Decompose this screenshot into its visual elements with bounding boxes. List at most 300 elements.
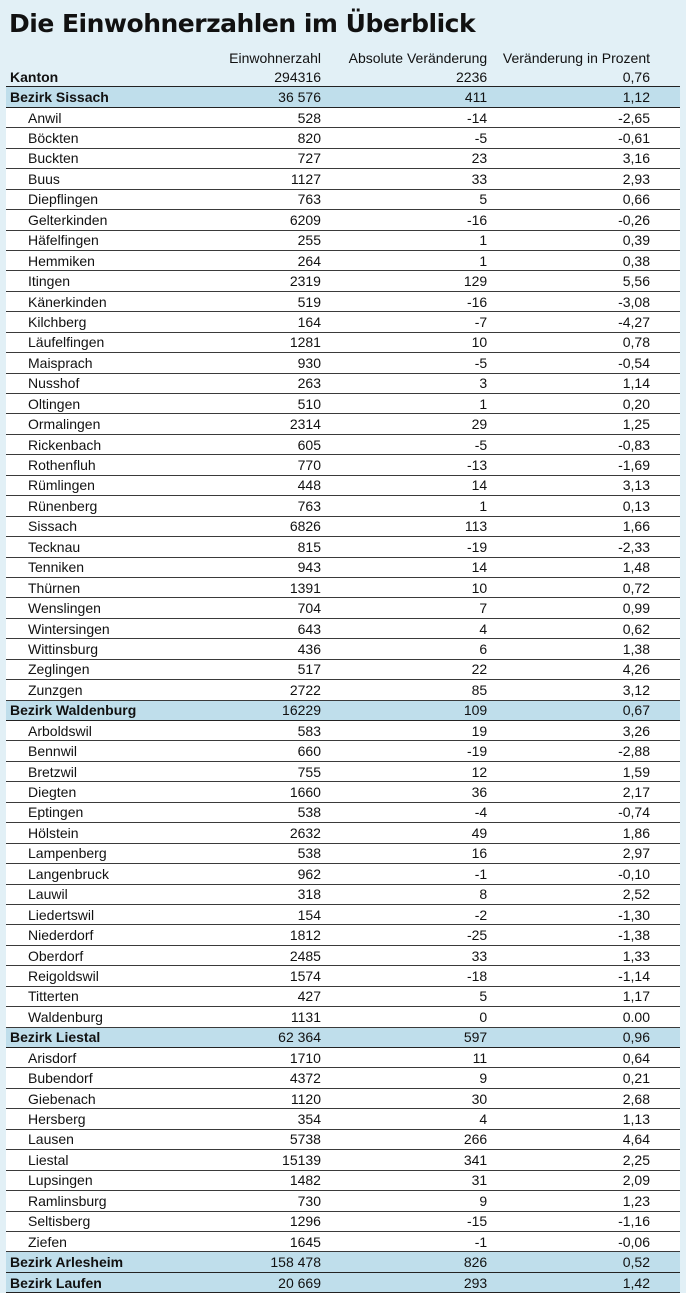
row-name: Ramlinsburg [6, 1191, 191, 1211]
table-row [6, 639, 680, 659]
row-population: 1120 [191, 1088, 323, 1108]
row-name: Rümlingen [6, 475, 191, 495]
row-population: 538 [191, 802, 323, 822]
row-absolute-change: 22 [323, 659, 489, 679]
row-absolute-change: 12 [323, 761, 489, 781]
row-population: 763 [191, 189, 323, 209]
row-population: 1127 [191, 169, 323, 189]
row-percent-change: -1,16 [489, 1211, 680, 1231]
table-row [6, 761, 680, 781]
row-absolute-change: 14 [323, 557, 489, 577]
row-absolute-change: 5 [323, 986, 489, 1006]
row-absolute-change: -16 [323, 210, 489, 230]
bezirk-row [6, 87, 680, 107]
row-population: 255 [191, 230, 323, 250]
row-name: Oltingen [6, 394, 191, 414]
bezirk-row [6, 700, 680, 720]
row-name: Seltisberg [6, 1211, 191, 1231]
table-row [6, 455, 680, 475]
table-row [6, 107, 680, 127]
row-percent-change: 0,99 [489, 598, 680, 618]
row-percent-change: 0,62 [489, 618, 680, 638]
row-population: 660 [191, 741, 323, 761]
table-row [6, 434, 680, 454]
row-absolute-change: 1 [323, 250, 489, 270]
table-row [6, 1170, 680, 1190]
table-row [6, 945, 680, 965]
row-percent-change: 1,86 [489, 823, 680, 843]
row-name: Rickenbach [6, 434, 191, 454]
row-population: 4372 [191, 1068, 323, 1088]
header-percent-change: Veränderung in Prozent [502, 50, 650, 66]
row-name: Wenslingen [6, 598, 191, 618]
row-population: 1131 [191, 1007, 323, 1027]
row-name: Häfelfingen [6, 230, 191, 250]
row-percent-change: -3,08 [489, 291, 680, 311]
table-row [6, 598, 680, 618]
row-absolute-change: -13 [323, 455, 489, 475]
header-absolute-change: Absolute Veränderung [348, 50, 488, 66]
row-name: Arisdorf [6, 1048, 191, 1068]
table-row [6, 802, 680, 822]
row-population: 763 [191, 496, 323, 516]
row-absolute-change: 3 [323, 373, 489, 393]
row-absolute-change: -15 [323, 1211, 489, 1231]
row-percent-change: 1,48 [489, 557, 680, 577]
table-row [6, 741, 680, 761]
row-population: 154 [191, 904, 323, 924]
row-percent-change: 0,39 [489, 230, 680, 250]
row-percent-change: 0,13 [489, 496, 680, 516]
row-population: 263 [191, 373, 323, 393]
row-population: 605 [191, 434, 323, 454]
row-name: Läufelfingen [6, 332, 191, 352]
row-population: 820 [191, 128, 323, 148]
row-name: Tecknau [6, 537, 191, 557]
row-absolute-change: 8 [323, 884, 489, 904]
row-percent-change: 1,13 [489, 1109, 680, 1129]
row-percent-change: 2,17 [489, 782, 680, 802]
row-name: Giebenach [6, 1088, 191, 1108]
row-percent-change: -1,30 [489, 904, 680, 924]
row-name: Hemmiken [6, 250, 191, 270]
row-absolute-change: 597 [323, 1027, 489, 1047]
row-absolute-change: 6 [323, 639, 489, 659]
row-absolute-change: 31 [323, 1170, 489, 1190]
row-population: 2314 [191, 414, 323, 434]
row-name: Lampenberg [6, 843, 191, 863]
row-percent-change: -2,33 [489, 537, 680, 557]
table-row [6, 782, 680, 802]
row-absolute-change: -14 [323, 107, 489, 127]
row-percent-change: -0,74 [489, 802, 680, 822]
row-percent-change: 0,38 [489, 250, 680, 270]
row-absolute-change: 19 [323, 721, 489, 741]
table-row [6, 373, 680, 393]
row-name: Liedertswil [6, 904, 191, 924]
row-percent-change: 0,76 [489, 67, 680, 87]
table-row [6, 230, 680, 250]
row-percent-change: 1,59 [489, 761, 680, 781]
row-name: Ormalingen [6, 414, 191, 434]
table-body [6, 67, 680, 1293]
row-absolute-change: 23 [323, 148, 489, 168]
row-percent-change: 2,97 [489, 843, 680, 863]
row-percent-change: -2,65 [489, 107, 680, 127]
table-row [6, 291, 680, 311]
row-name: Titterten [6, 986, 191, 1006]
row-population: 164 [191, 312, 323, 332]
row-name: Tenniken [6, 557, 191, 577]
row-population: 770 [191, 455, 323, 475]
row-name: Bezirk Sissach [6, 87, 191, 107]
row-population: 427 [191, 986, 323, 1006]
kanton-row [6, 67, 680, 87]
row-population: 354 [191, 1109, 323, 1129]
table-row [6, 414, 680, 434]
row-name: Rothenfluh [6, 455, 191, 475]
row-population: 510 [191, 394, 323, 414]
row-population: 704 [191, 598, 323, 618]
row-absolute-change: -2 [323, 904, 489, 924]
row-absolute-change: 9 [323, 1068, 489, 1088]
row-percent-change: -0,26 [489, 210, 680, 230]
row-name: Langenbruck [6, 864, 191, 884]
row-population: 538 [191, 843, 323, 863]
row-population: 294316 [191, 67, 323, 87]
row-percent-change: -0,83 [489, 434, 680, 454]
row-absolute-change: -7 [323, 312, 489, 332]
row-percent-change: -4,27 [489, 312, 680, 332]
row-percent-change: 3,12 [489, 680, 680, 700]
table-row [6, 312, 680, 332]
row-name: Waldenburg [6, 1007, 191, 1027]
row-name: Niederdorf [6, 925, 191, 945]
table-row [6, 189, 680, 209]
row-absolute-change: -5 [323, 434, 489, 454]
row-percent-change: 0,72 [489, 577, 680, 597]
row-absolute-change: 0 [323, 1007, 489, 1027]
row-percent-change: 1,23 [489, 1191, 680, 1211]
row-absolute-change: 10 [323, 332, 489, 352]
row-percent-change: -1,14 [489, 966, 680, 986]
row-absolute-change: 7 [323, 598, 489, 618]
population-table [6, 48, 680, 1293]
row-name: Maisprach [6, 353, 191, 373]
table-row [6, 823, 680, 843]
row-name: Bezirk Liestal [6, 1027, 191, 1047]
row-name: Eptingen [6, 802, 191, 822]
table-row [6, 1088, 680, 1108]
table-header [6, 48, 680, 67]
row-percent-change: -0,06 [489, 1231, 680, 1251]
row-absolute-change: 33 [323, 945, 489, 965]
row-name: Diepflingen [6, 189, 191, 209]
row-population: 583 [191, 721, 323, 741]
row-population: 2722 [191, 680, 323, 700]
row-percent-change: -1,69 [489, 455, 680, 475]
table-row [6, 128, 680, 148]
row-percent-change: 0,67 [489, 700, 680, 720]
row-population: 264 [191, 250, 323, 270]
row-percent-change: 2,25 [489, 1150, 680, 1170]
table-row [6, 537, 680, 557]
table-row [6, 1068, 680, 1088]
row-percent-change: 1,17 [489, 986, 680, 1006]
row-population: 528 [191, 107, 323, 127]
row-percent-change: 3,16 [489, 148, 680, 168]
row-population: 517 [191, 659, 323, 679]
row-absolute-change: -16 [323, 291, 489, 311]
row-absolute-change: 2236 [323, 67, 489, 87]
table-row [6, 843, 680, 863]
row-name: Wintersingen [6, 618, 191, 638]
row-population: 1281 [191, 332, 323, 352]
bezirk-row [6, 1027, 680, 1047]
row-population: 318 [191, 884, 323, 904]
row-percent-change: 1,12 [489, 87, 680, 107]
row-name: Itingen [6, 271, 191, 291]
row-name: Anwil [6, 107, 191, 127]
row-percent-change: 3,13 [489, 475, 680, 495]
row-percent-change: 0,21 [489, 1068, 680, 1088]
row-absolute-change: 11 [323, 1048, 489, 1068]
row-absolute-change: 341 [323, 1150, 489, 1170]
row-population: 755 [191, 761, 323, 781]
row-percent-change: 0,64 [489, 1048, 680, 1068]
row-population: 1710 [191, 1048, 323, 1068]
row-absolute-change: 4 [323, 1109, 489, 1129]
row-absolute-change: 293 [323, 1272, 489, 1292]
row-population: 1296 [191, 1211, 323, 1231]
table-row [6, 1231, 680, 1251]
row-absolute-change: 266 [323, 1129, 489, 1149]
table-row [6, 394, 680, 414]
row-population: 6826 [191, 516, 323, 536]
table-row [6, 1048, 680, 1068]
table-row [6, 864, 680, 884]
row-percent-change: 4,26 [489, 659, 680, 679]
row-percent-change: 1,25 [489, 414, 680, 434]
row-name: Rünenberg [6, 496, 191, 516]
table-row [6, 721, 680, 741]
row-name: Bezirk Arlesheim [6, 1252, 191, 1272]
row-percent-change: 0,66 [489, 189, 680, 209]
table-row [6, 557, 680, 577]
table-row [6, 1129, 680, 1149]
table-row [6, 353, 680, 373]
row-percent-change: -0,10 [489, 864, 680, 884]
row-absolute-change: 1 [323, 496, 489, 516]
row-absolute-change: 36 [323, 782, 489, 802]
table-row [6, 904, 680, 924]
row-percent-change: 2,93 [489, 169, 680, 189]
row-name: Diegten [6, 782, 191, 802]
row-population: 5738 [191, 1129, 323, 1149]
row-name: Ziefen [6, 1231, 191, 1251]
row-name: Thürnen [6, 577, 191, 597]
row-name: Bezirk Waldenburg [6, 700, 191, 720]
row-population: 158 478 [191, 1252, 323, 1272]
row-percent-change: 0,20 [489, 394, 680, 414]
row-name: Bretzwil [6, 761, 191, 781]
row-population: 943 [191, 557, 323, 577]
row-population: 16229 [191, 700, 323, 720]
row-population: 436 [191, 639, 323, 659]
row-absolute-change: 5 [323, 189, 489, 209]
row-absolute-change: 14 [323, 475, 489, 495]
row-absolute-change: 129 [323, 271, 489, 291]
row-absolute-change: -5 [323, 353, 489, 373]
bezirk-row [6, 1272, 680, 1292]
row-name: Bezirk Laufen [6, 1272, 191, 1292]
row-absolute-change: 33 [323, 169, 489, 189]
page-title: Die Einwohnerzahlen im Überblick [9, 9, 476, 38]
row-name: Kilchberg [6, 312, 191, 332]
row-absolute-change: 826 [323, 1252, 489, 1272]
table-row [6, 516, 680, 536]
row-population: 1660 [191, 782, 323, 802]
table-row [6, 925, 680, 945]
row-percent-change: -1,38 [489, 925, 680, 945]
row-absolute-change: 1 [323, 230, 489, 250]
row-percent-change: 4,64 [489, 1129, 680, 1149]
row-absolute-change: 49 [323, 823, 489, 843]
row-percent-change: -0,61 [489, 128, 680, 148]
row-absolute-change: -1 [323, 864, 489, 884]
row-population: 962 [191, 864, 323, 884]
table-row [6, 271, 680, 291]
row-name: Bubendorf [6, 1068, 191, 1088]
row-name: Hölstein [6, 823, 191, 843]
row-absolute-change: 9 [323, 1191, 489, 1211]
row-percent-change: 3,26 [489, 721, 680, 741]
table-row [6, 659, 680, 679]
row-name: Gelterkinden [6, 210, 191, 230]
table-row [6, 1211, 680, 1231]
row-absolute-change: 16 [323, 843, 489, 863]
row-absolute-change: -18 [323, 966, 489, 986]
table-row [6, 966, 680, 986]
row-name: Lupsingen [6, 1170, 191, 1190]
row-population: 15139 [191, 1150, 323, 1170]
table-row [6, 475, 680, 495]
row-population: 2485 [191, 945, 323, 965]
row-absolute-change: 113 [323, 516, 489, 536]
row-name: Zeglingen [6, 659, 191, 679]
row-name: Lauwil [6, 884, 191, 904]
row-population: 815 [191, 537, 323, 557]
header-population: Einwohnerzahl [229, 50, 321, 66]
row-percent-change: -2,88 [489, 741, 680, 761]
row-name: Liestal [6, 1150, 191, 1170]
row-population: 448 [191, 475, 323, 495]
header-name [6, 48, 191, 67]
row-population: 1645 [191, 1231, 323, 1251]
row-percent-change: 2,09 [489, 1170, 680, 1190]
row-percent-change: 0,78 [489, 332, 680, 352]
table-row [6, 618, 680, 638]
row-absolute-change: 29 [323, 414, 489, 434]
row-name: Nusshof [6, 373, 191, 393]
row-population: 62 364 [191, 1027, 323, 1047]
row-absolute-change: 85 [323, 680, 489, 700]
row-absolute-change: 109 [323, 700, 489, 720]
row-absolute-change: -25 [323, 925, 489, 945]
table-row [6, 496, 680, 516]
row-population: 1482 [191, 1170, 323, 1190]
row-name: Reigoldswil [6, 966, 191, 986]
row-population: 1391 [191, 577, 323, 597]
row-population: 2632 [191, 823, 323, 843]
row-name: Bennwil [6, 741, 191, 761]
row-absolute-change: -1 [323, 1231, 489, 1251]
row-population: 6209 [191, 210, 323, 230]
row-name: Buus [6, 169, 191, 189]
row-name: Sissach [6, 516, 191, 536]
table-row [6, 1109, 680, 1129]
row-population: 36 576 [191, 87, 323, 107]
row-absolute-change: -5 [323, 128, 489, 148]
table-row [6, 1150, 680, 1170]
table-row [6, 148, 680, 168]
table-row [6, 250, 680, 270]
row-percent-change: 1,33 [489, 945, 680, 965]
row-percent-change: 5,56 [489, 271, 680, 291]
row-percent-change: 2,68 [489, 1088, 680, 1108]
row-percent-change: 1,42 [489, 1272, 680, 1292]
table-row [6, 884, 680, 904]
row-absolute-change: 411 [323, 87, 489, 107]
row-population: 1574 [191, 966, 323, 986]
row-population: 1812 [191, 925, 323, 945]
row-name: Oberdorf [6, 945, 191, 965]
table-row [6, 1007, 680, 1027]
row-name: Arboldswil [6, 721, 191, 741]
row-percent-change: 1,38 [489, 639, 680, 659]
table-row [6, 577, 680, 597]
row-name: Buckten [6, 148, 191, 168]
table-row [6, 680, 680, 700]
row-absolute-change: -19 [323, 537, 489, 557]
table-row [6, 169, 680, 189]
row-population: 727 [191, 148, 323, 168]
row-percent-change: 1,14 [489, 373, 680, 393]
row-absolute-change: -4 [323, 802, 489, 822]
row-name: Hersberg [6, 1109, 191, 1129]
row-population: 519 [191, 291, 323, 311]
row-percent-change: -0,54 [489, 353, 680, 373]
row-percent-change: 0,52 [489, 1252, 680, 1272]
row-name: Kanton [6, 67, 191, 87]
row-percent-change: 2,52 [489, 884, 680, 904]
row-absolute-change: 10 [323, 577, 489, 597]
row-population: 730 [191, 1191, 323, 1211]
row-absolute-change: 4 [323, 618, 489, 638]
row-absolute-change: 1 [323, 394, 489, 414]
table-row [6, 332, 680, 352]
row-name: Lausen [6, 1129, 191, 1149]
table-row [6, 986, 680, 1006]
row-absolute-change: -19 [323, 741, 489, 761]
row-absolute-change: 30 [323, 1088, 489, 1108]
bezirk-row [6, 1252, 680, 1272]
row-population: 2319 [191, 271, 323, 291]
table-row [6, 1191, 680, 1211]
row-population: 20 669 [191, 1272, 323, 1292]
row-population: 930 [191, 353, 323, 373]
table-row [6, 210, 680, 230]
